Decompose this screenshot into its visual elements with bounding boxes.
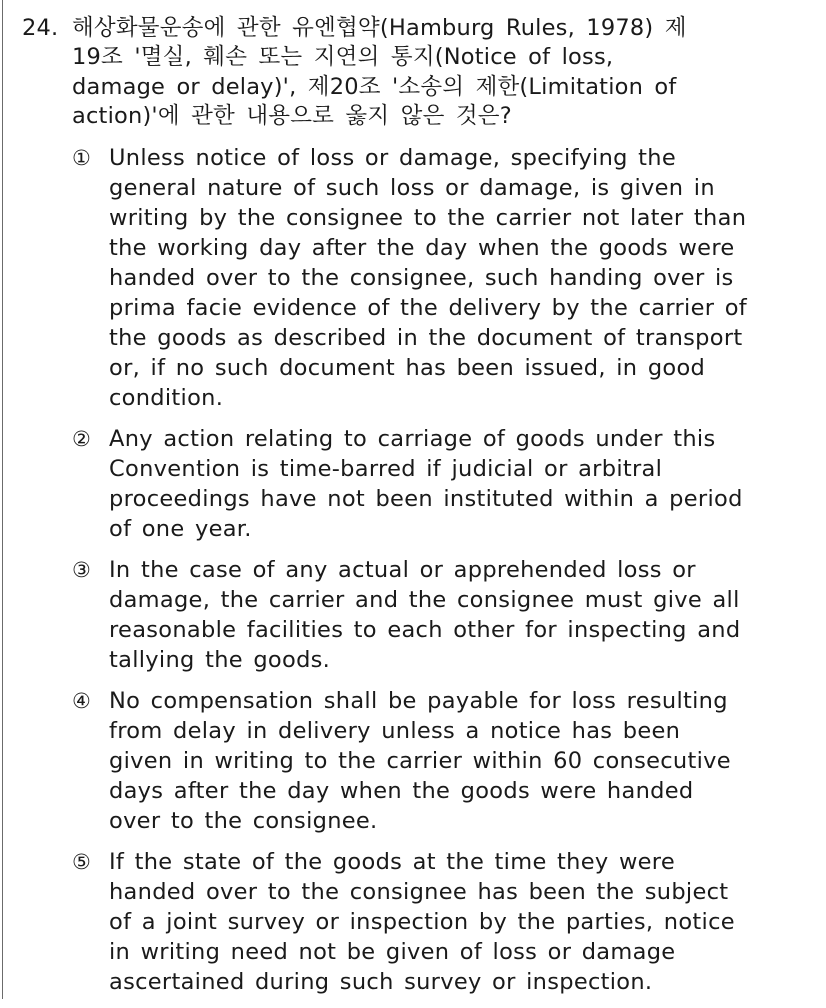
option-line: Any action relating to carriage of goods under this xyxy=(109,426,716,452)
option-line: of one year. xyxy=(109,516,252,542)
option-line: No compensation shall be payable for loss resulting xyxy=(109,688,728,714)
question-line: 19조 '멸실, 훼손 또는 지연의 통지(Notice of loss, xyxy=(72,44,614,71)
option-line: Convention is time-barred if judicial or arbitral xyxy=(109,456,663,482)
option-line: of a joint survey or inspection by the parties, notice xyxy=(109,909,735,935)
option-5[interactable] xyxy=(72,847,772,997)
option-2[interactable] xyxy=(72,424,772,544)
option-line: prima facie evidence of the delivery by the carrier of xyxy=(109,295,748,321)
option-text xyxy=(109,424,772,544)
option-marker-5: ⑤ xyxy=(72,850,92,874)
option-marker-4: ④ xyxy=(72,689,92,713)
option-text xyxy=(109,686,772,836)
option-line: reasonable facilities to each other for inspecting and xyxy=(109,617,741,643)
option-line: handed over to the consignee, such handing over is xyxy=(109,265,734,291)
option-line: writing by the consignee to the carrier not later than xyxy=(109,205,747,231)
question-line: damage or delay)', 제20조 '소송의 제한(Limitation of xyxy=(72,73,677,100)
question-number: 24. xyxy=(22,15,59,41)
option-line: condition. xyxy=(109,385,224,411)
option-1[interactable] xyxy=(72,143,772,413)
option-text xyxy=(109,847,772,997)
option-line: damage, the carrier and the consignee must give all xyxy=(109,587,740,613)
option-line: proceedings have not been instituted within a period xyxy=(109,486,743,512)
option-line: or, if no such document has been issued, in good xyxy=(109,355,706,381)
option-line: from delay in delivery unless a notice has been xyxy=(109,718,681,744)
option-line: tallying the goods. xyxy=(109,647,331,673)
option-line: If the state of the goods at the time they were xyxy=(109,849,675,875)
option-4[interactable] xyxy=(72,686,772,836)
option-marker-1: ① xyxy=(72,146,92,170)
question-block xyxy=(22,14,802,131)
option-line: Unless notice of loss or damage, specifying the xyxy=(109,145,676,171)
option-line: general nature of such loss or damage, is given in xyxy=(109,175,715,201)
option-line: the goods as described in the document of transport xyxy=(109,325,743,351)
option-line: over to the consignee. xyxy=(109,808,378,834)
question-stem xyxy=(72,14,802,131)
page-left-border xyxy=(2,0,3,999)
option-text xyxy=(109,555,772,675)
option-marker-2: ② xyxy=(72,427,92,451)
option-line: In the case of any actual or apprehended loss or xyxy=(109,557,696,583)
option-line: the working day after the day when the goods were xyxy=(109,235,735,261)
option-line: handed over to the consignee has been the subject xyxy=(109,879,729,905)
option-text xyxy=(109,143,772,413)
question-line: 해상화물운송에 관한 유엔협약(Hamburg Rules, 1978) 제 xyxy=(72,15,687,41)
option-3[interactable] xyxy=(72,555,772,675)
option-line: ascertained during such survey or inspection. xyxy=(109,969,653,995)
option-line: in writing need not be given of loss or damage xyxy=(109,939,676,965)
question-line: action)'에 관한 내용으로 옳지 않은 것은? xyxy=(72,102,512,129)
option-line: given in writing to the carrier within 60 consecutive xyxy=(109,748,731,774)
option-marker-3: ③ xyxy=(72,558,92,582)
option-line: days after the day when the goods were handed xyxy=(109,778,694,804)
answer-options xyxy=(72,143,772,1008)
